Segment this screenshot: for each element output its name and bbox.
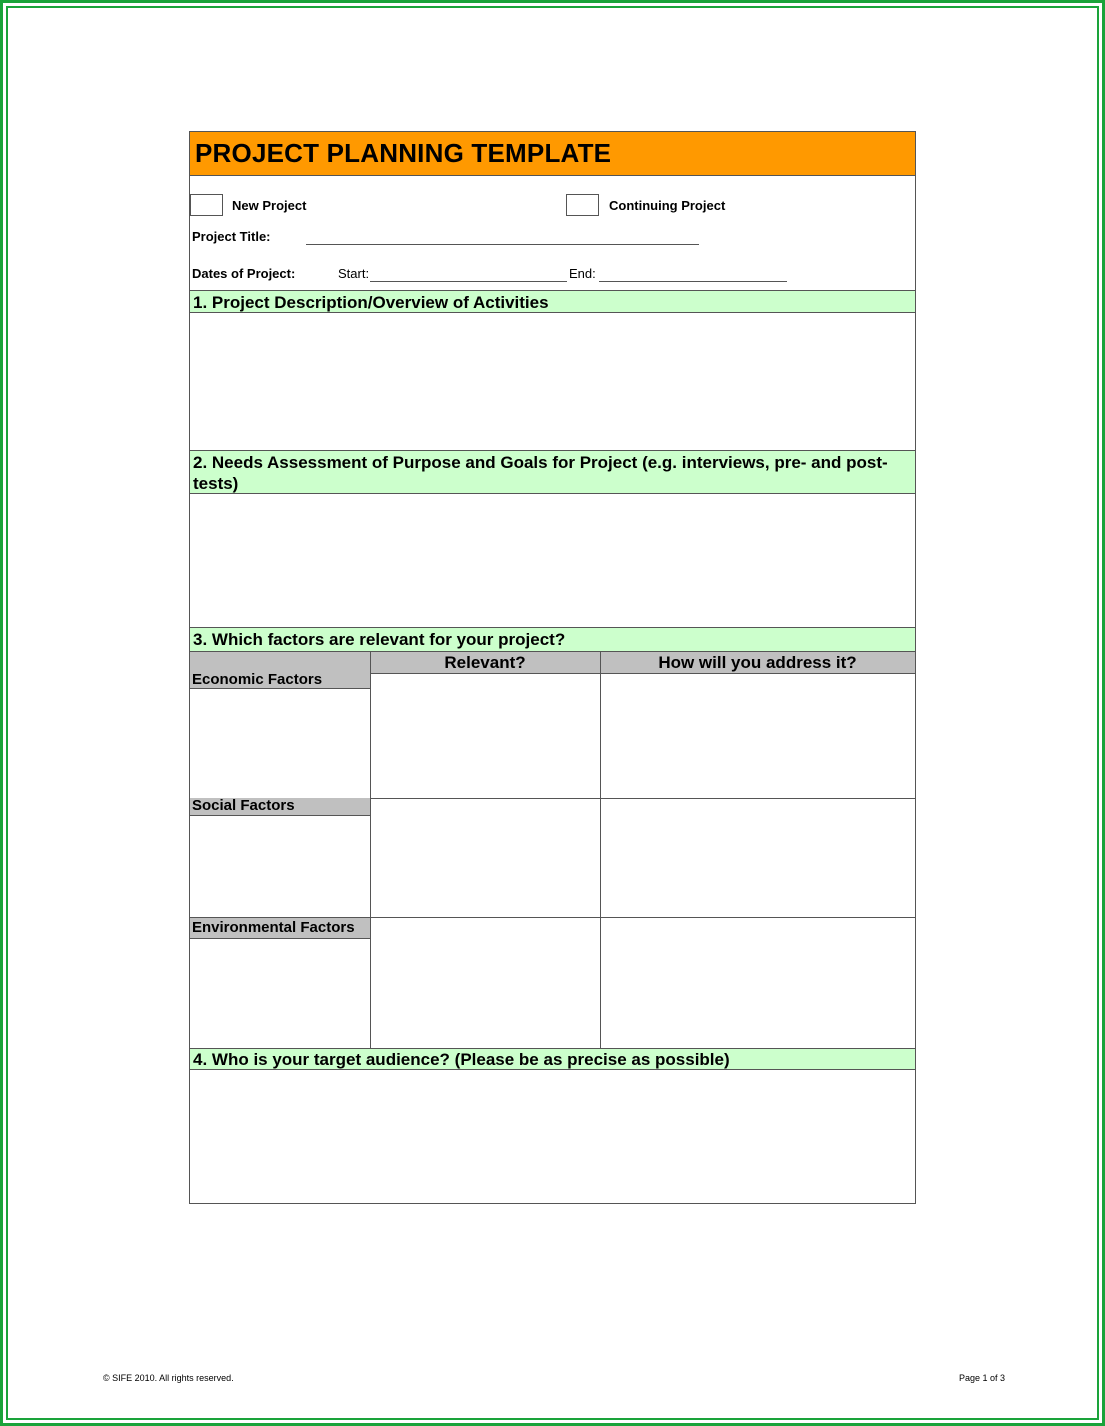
project-title-label: Project Title: (192, 229, 271, 244)
factor-label-environmental: Environmental Factors (190, 918, 370, 939)
economic-relevant-cell[interactable] (370, 674, 600, 798)
continuing-project-label: Continuing Project (609, 198, 726, 213)
factor-label-economic: Economic Factors (190, 672, 370, 689)
project-title-field[interactable] (306, 244, 699, 245)
section-2-header (190, 450, 915, 494)
document-title: PROJECT PLANNING TEMPLATE (195, 138, 612, 168)
start-label: Start: (338, 266, 370, 281)
continuing-project-checkbox[interactable] (566, 194, 599, 216)
section-3-header (190, 627, 915, 652)
project-planning-form (189, 131, 916, 1204)
factor-label-social: Social Factors (190, 798, 370, 816)
environmental-address-cell[interactable] (600, 918, 915, 1048)
new-project-checkbox[interactable] (190, 194, 223, 216)
section-3-label: 3. Which factors are relevant for your project? (193, 630, 566, 649)
dates-label: Dates of Project: (192, 266, 296, 281)
section-2-answer-area[interactable] (190, 494, 915, 627)
environmental-relevant-cell[interactable] (370, 918, 600, 1048)
footer-page-number: Page 1 of 3 (959, 1373, 1006, 1383)
footer-copyright: © SIFE 2010. All rights reserved. (103, 1373, 234, 1383)
section-1-header (190, 290, 915, 313)
end-date-field[interactable] (599, 281, 787, 282)
section-1-label: 1. Project Description/Overview of Activities (193, 293, 549, 312)
section-4-answer-area[interactable] (190, 1070, 915, 1203)
social-address-cell[interactable] (600, 799, 915, 917)
title-bar (190, 132, 915, 176)
end-label: End: (569, 266, 596, 281)
section-4-header (190, 1048, 915, 1070)
start-date-field[interactable] (370, 281, 567, 282)
column-address: How will you address it? (600, 652, 915, 674)
new-project-label: New Project (232, 198, 307, 213)
economic-address-cell[interactable] (600, 674, 915, 798)
section-2-label: 2. Needs Assessment of Purpose and Goals for Project (e.g. interviews, pre- and post-tests) (193, 453, 888, 493)
section-1-answer-area[interactable] (190, 313, 915, 450)
social-relevant-cell[interactable] (370, 799, 600, 917)
column-relevant: Relevant? (370, 652, 600, 674)
section-4-label: 4. Who is your target audience? (Please be as precise as possible) (193, 1050, 730, 1069)
